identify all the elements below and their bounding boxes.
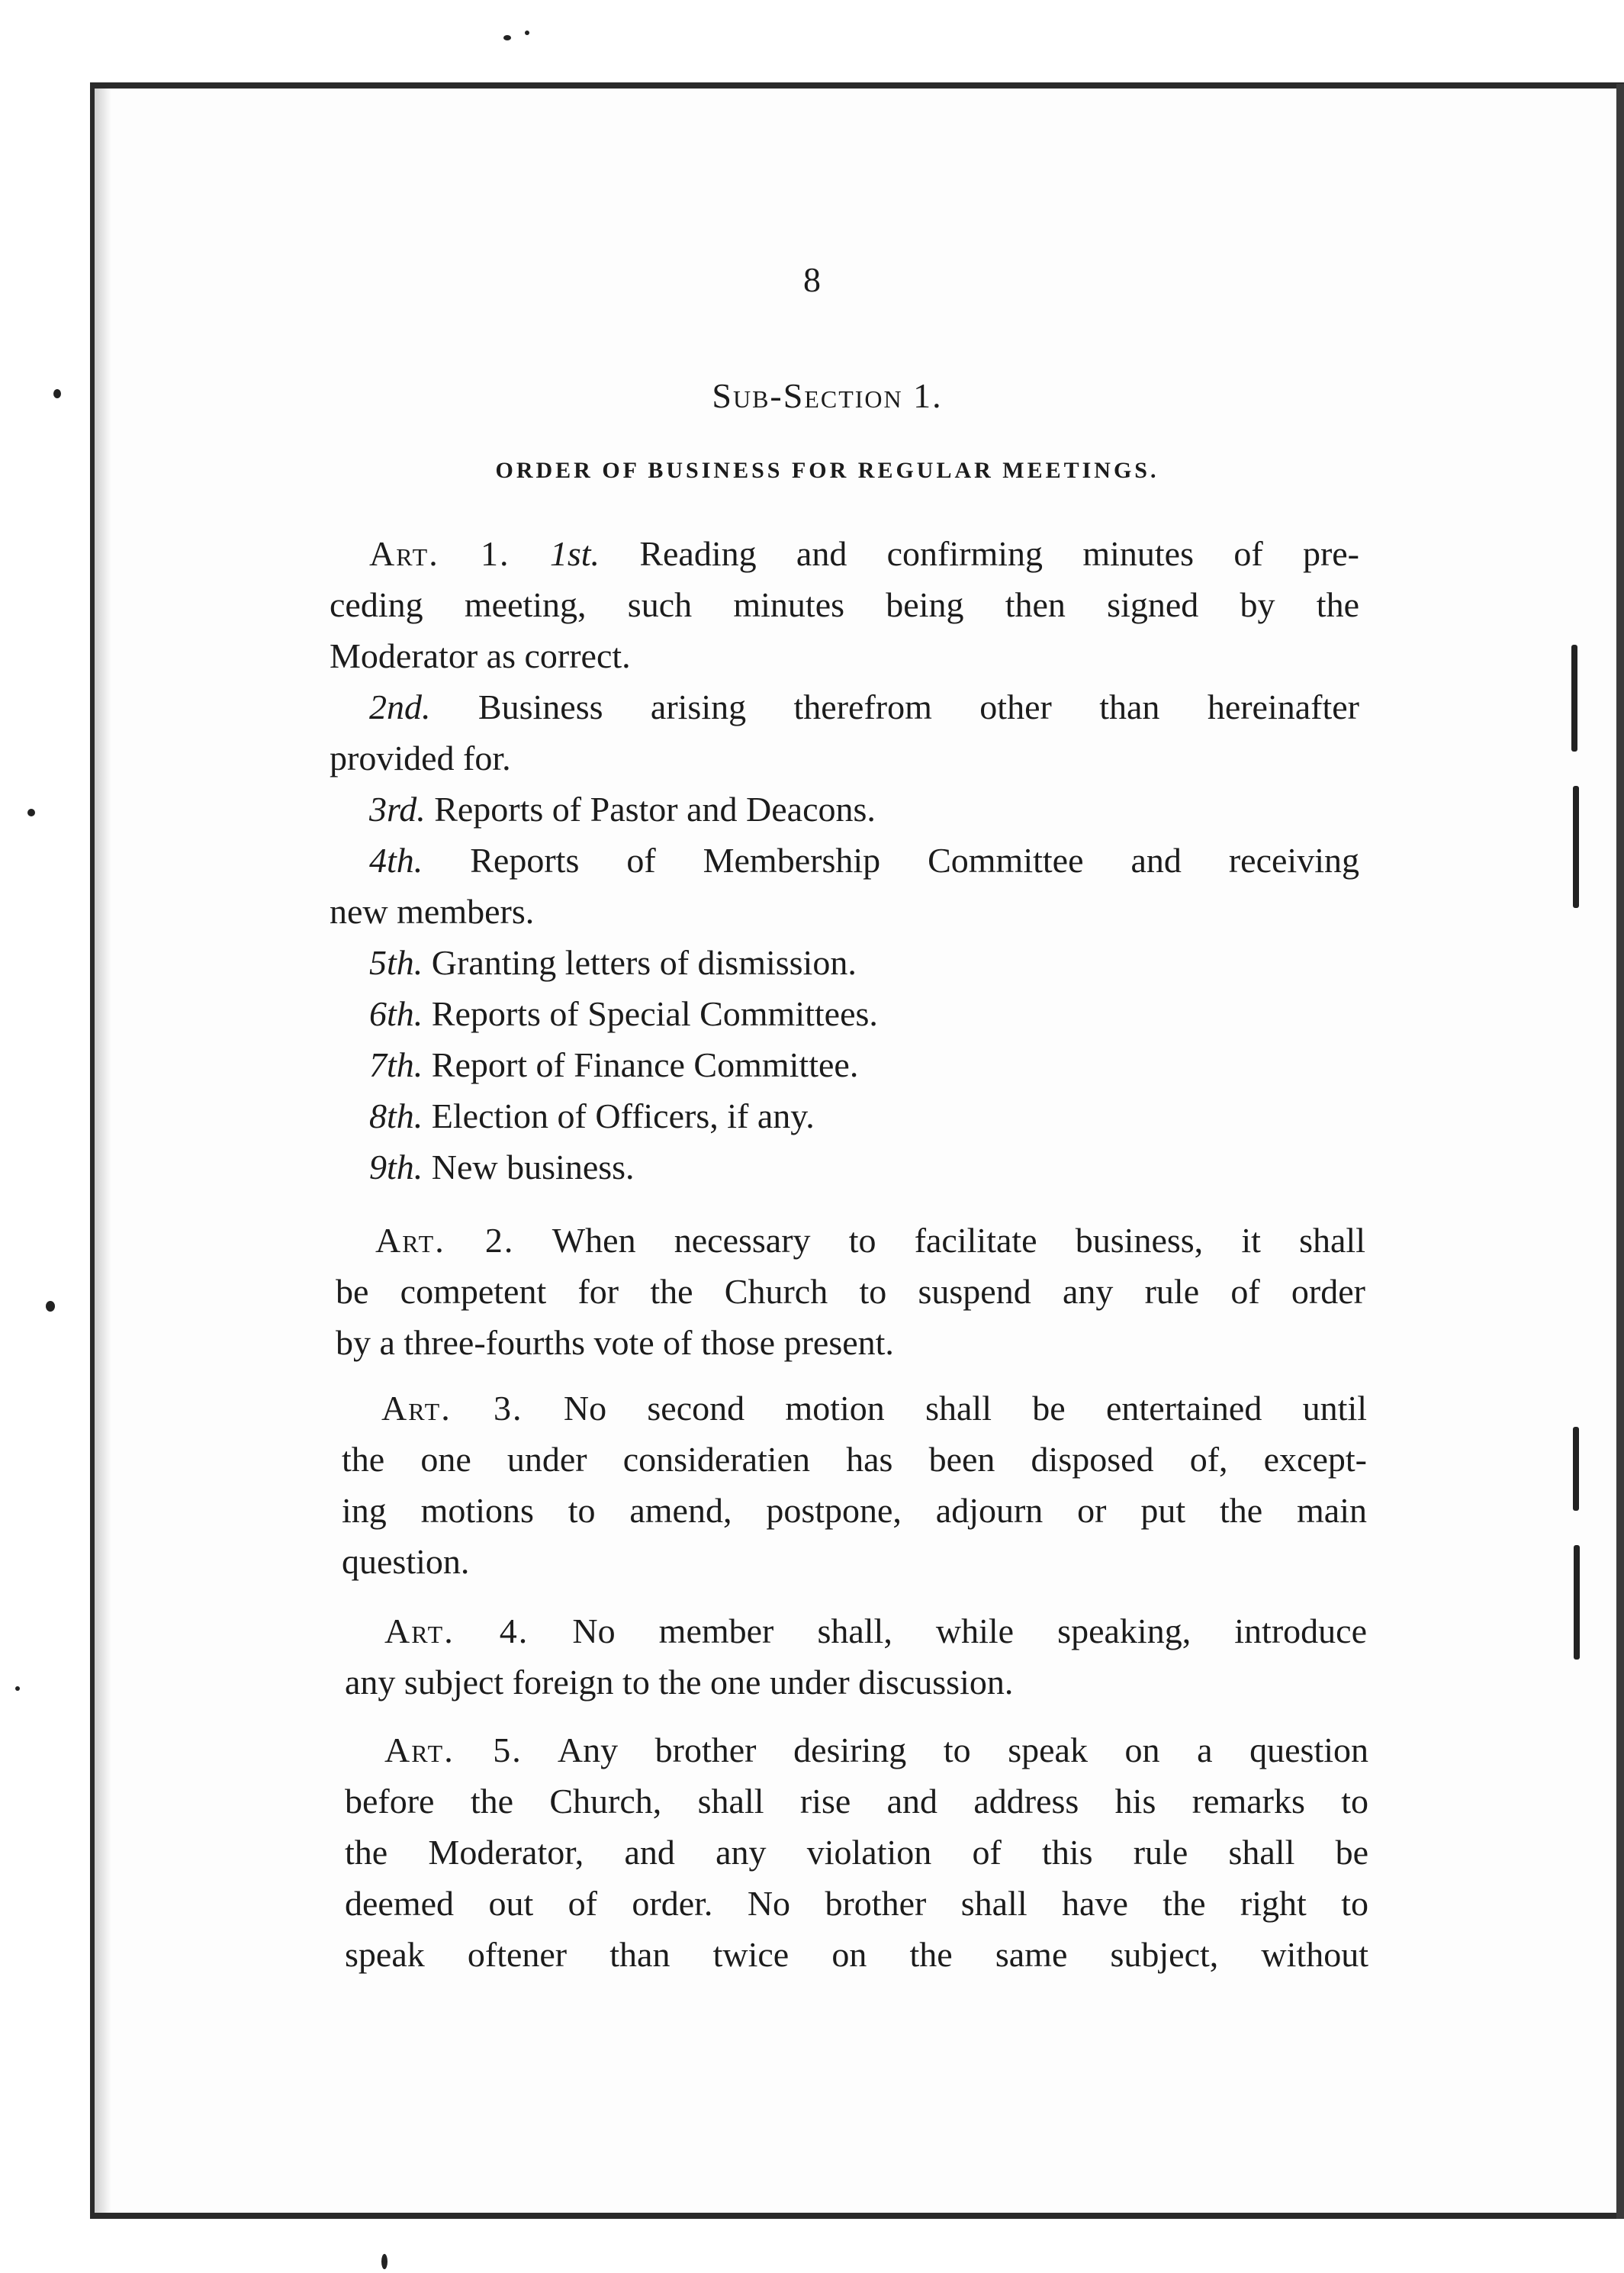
scan-speck — [381, 2254, 388, 2269]
article-label: Art. 1. — [369, 534, 510, 573]
item-ordinal: 3rd. — [369, 790, 426, 829]
article-text: by a three-fourths vote of those present. — [336, 1323, 894, 1362]
scan-speck — [15, 1686, 20, 1691]
item-text: ceding meeting, such minutes being then signed by the — [330, 585, 1359, 624]
article-text: speak oftener than twice on the same subject, without — [345, 1935, 1368, 1974]
article-label: Art. 4. — [384, 1611, 529, 1650]
article-text: any subject foreign to the one under discussion. — [345, 1663, 1014, 1702]
article-4-line — [345, 1605, 1367, 1656]
article-1-line — [330, 681, 1359, 732]
item-ordinal: 9th. — [369, 1148, 423, 1186]
scan-margin-top — [0, 0, 1624, 82]
article-1 — [330, 528, 1359, 1193]
item-ordinal: 1st. — [549, 534, 600, 573]
article-text: deemed out of order. No brother shall have the right to — [345, 1884, 1368, 1923]
item-ordinal: 8th. — [369, 1096, 423, 1135]
article-text: the Moderator, and any violation of this rule shall be — [345, 1833, 1368, 1872]
item-ordinal: 7th. — [369, 1045, 423, 1084]
article-text: before the Church, shall rise and address his remarks to — [345, 1782, 1368, 1821]
article-text: be competent for the Church to suspend any rule of order — [336, 1272, 1365, 1311]
scan-speck — [503, 35, 511, 40]
article-text: When necessary to facilitate business, it shall — [552, 1221, 1365, 1260]
item-text: new members. — [330, 892, 535, 931]
article-1-line — [330, 937, 1359, 988]
item-text: New business. — [431, 1148, 635, 1186]
article-2 — [336, 1215, 1365, 1368]
article-text: Any brother desiring to speak on a question — [557, 1731, 1369, 1769]
item-ordinal: 5th. — [369, 943, 423, 982]
item-text: Moderator as correct. — [330, 636, 631, 675]
article-text: the one under consideratien has been disposed of, except- — [342, 1440, 1367, 1479]
article-text: question. — [342, 1542, 470, 1581]
item-text: Reports of Membership Committee and receiving — [470, 841, 1359, 880]
article-1-line — [330, 988, 1359, 1039]
scan-speck — [46, 1301, 55, 1312]
item-ordinal: 4th. — [369, 841, 423, 880]
article-4 — [345, 1605, 1367, 1708]
binding-mark — [1573, 786, 1579, 908]
article-1-line — [330, 784, 1359, 835]
binding-mark — [1574, 1545, 1580, 1660]
binding-mark — [1571, 645, 1577, 752]
article-1-line — [330, 835, 1359, 886]
item-text: Reading and confirming minutes of pre- — [639, 534, 1359, 573]
item-ordinal: 2nd. — [369, 687, 431, 726]
item-text: Reports of Pastor and Deacons. — [434, 790, 876, 829]
item-text: Reports of Special Committees. — [431, 994, 878, 1033]
article-5 — [345, 1724, 1368, 1980]
article-1-line — [330, 1090, 1359, 1141]
item-text: Election of Officers, if any. — [431, 1096, 815, 1135]
item-text: Business arising therefrom other than hereinafter — [478, 687, 1360, 726]
item-ordinal: 6th. — [369, 994, 423, 1033]
article-1-line — [330, 528, 1359, 579]
binding-mark — [1573, 1427, 1579, 1511]
item-text: provided for. — [330, 739, 511, 778]
article-3-line — [342, 1383, 1367, 1434]
article-1-line — [330, 1141, 1359, 1193]
article-5-line — [345, 1724, 1368, 1776]
article-2-line — [336, 1215, 1365, 1266]
article-text: No second motion shall be entertained until — [563, 1389, 1368, 1428]
article-text: ing motions to amend, postpone, adjourn or put the main — [342, 1491, 1367, 1530]
scan-speck — [525, 31, 529, 35]
section-heading: ORDER OF BUSINESS FOR REGULAR MEETINGS. — [495, 458, 1159, 483]
article-1-line — [330, 1039, 1359, 1090]
page-number: 8 — [803, 260, 821, 299]
item-text: Granting letters of dismission. — [431, 943, 857, 982]
article-label: Art. 3. — [381, 1389, 523, 1428]
article-label: Art. 5. — [384, 1731, 523, 1769]
item-text: Report of Finance Committee. — [431, 1045, 859, 1084]
article-label: Art. 2. — [375, 1221, 515, 1260]
scan-speck — [27, 809, 35, 816]
article-3 — [342, 1383, 1367, 1587]
article-text: No member shall, while speaking, introduce — [572, 1611, 1367, 1650]
subsection-title: Sub-Section 1. — [712, 376, 943, 415]
